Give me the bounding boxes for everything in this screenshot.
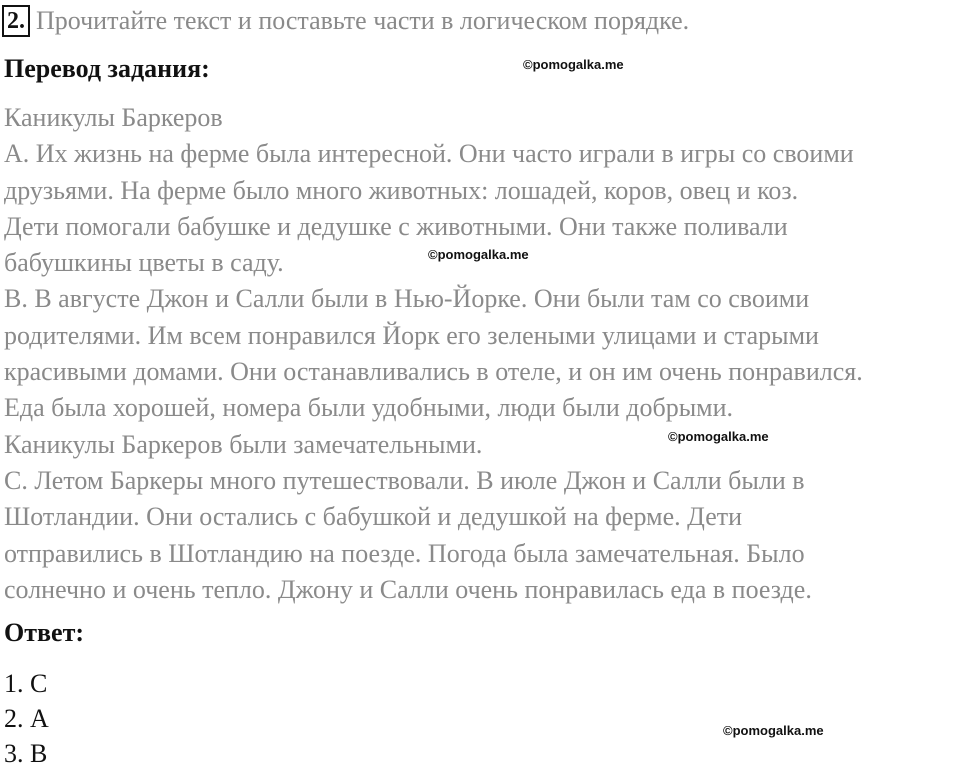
text-line: друзьями. На ферме было много животных: лошадей, коров, овец и коз.	[4, 175, 799, 205]
text-title: Каникулы Баркеров	[4, 103, 223, 132]
watermark-lower: ©pomogalka.me	[668, 429, 769, 444]
text-line: А. Их жизнь на ферме была интересной. Они часто играли в игры со своими	[4, 139, 854, 169]
text-line: Дети помогали бабушке и дедушке с животными. Они также поливали	[4, 211, 788, 241]
text-line: родителями. Им всем понравился Йорк его зелеными улицами и старыми	[4, 320, 819, 350]
text-line: С. Летом Баркеры много путешествовали. В июле Джон и Салли были в	[4, 465, 805, 495]
translation-heading: Перевод задания:	[4, 54, 210, 83]
translated-text	[4, 100, 960, 608]
text-line: солнечно и очень тепло. Джону и Салли очень понравилась еда в поезде.	[4, 574, 812, 604]
answer-item: 2. А	[4, 704, 49, 733]
text-line: В. В августе Джон и Салли были в Нью-Йорке. Они были там со своими	[4, 284, 810, 314]
watermark-bottom: ©pomogalka.me	[723, 723, 824, 738]
watermark-middle: ©pomogalka.me	[428, 247, 529, 262]
text-line: отправились в Шотландию на поезде. Погода была замечательная. Было	[4, 538, 805, 568]
text-line: Еда была хорошей, номера были удобными, люди были добрыми.	[4, 393, 734, 423]
answer-list	[4, 666, 49, 771]
watermark-top: ©pomogalka.me	[523, 57, 624, 72]
task-instruction: Прочитайте текст и поставьте части в логическом порядке.	[36, 6, 690, 35]
answer-item: 1. С	[4, 669, 48, 698]
task-header	[2, 4, 689, 38]
text-line: красивыми домами. Они останавливались в отеле, и он им очень понравился.	[4, 357, 863, 387]
answer-heading: Ответ:	[4, 618, 85, 647]
text-line: Каникулы Баркеров были замечательными.	[4, 429, 483, 459]
task-number-box: 2.	[2, 5, 30, 37]
text-line: бабушкины цветы в саду.	[4, 248, 284, 278]
text-line: Шотландии. Они остались с бабушкой и дедушкой на ферме. Дети	[4, 502, 743, 532]
answer-item: 3. В	[4, 739, 48, 768]
